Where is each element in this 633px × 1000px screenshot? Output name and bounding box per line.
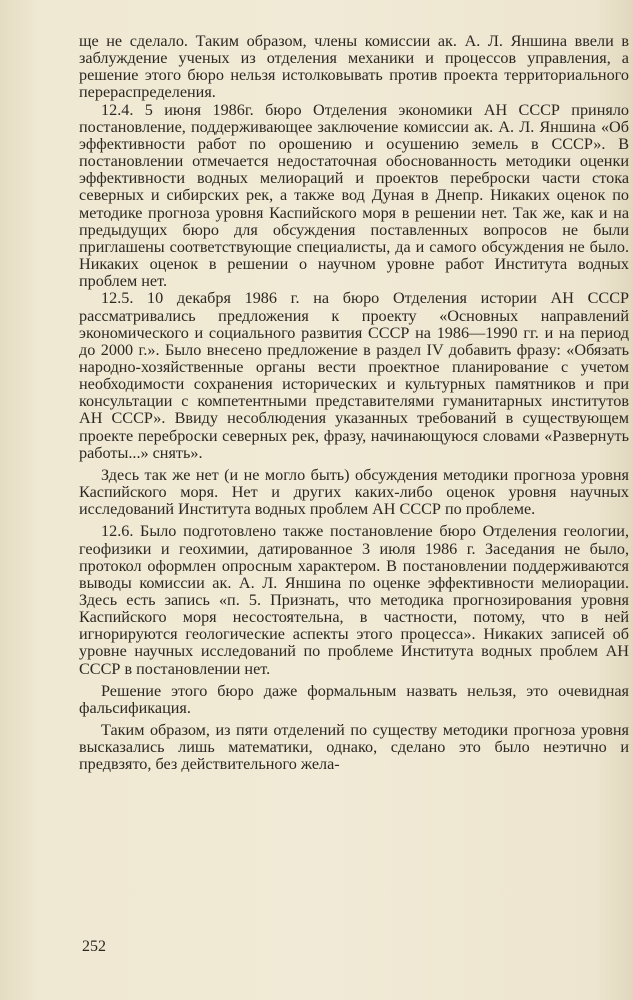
paragraph-12-5: 12.5. 10 декабря 1986 г. на бюро Отделения истории АН СССР рассматривались предложения к проекту «Основных направлений экономического и социального развития СССР на 1986—1990 гг. и на период до 2000 г.». Было внесено предложение в раздел IV добавить фразу: «Обязать народно-хозяйственные органы вести проектное планирование с учетом необходимости сохранения исторических и культурных памятников и при консультации с компетентными представителями гуманитарных институтов АН СССР». Ввиду несоблюдения указанных требований в существующем проекте переброски северных рек, фразу, начинающуюся словами «Развернуть работы...» снять». xyxy=(79,289,629,462)
paragraph-12-6: 12.6. Было подготовлено также постановление бюро Отделения геологии, геофизики и геохимии, датированное 3 июля 1986 г. Заседания не было, протокол оформлен опросным характером. В постановлении поддерживаются выводы комиссии ак. А. Л. Яншина по оценке эффективности мелиорации. Здесь есть запись «п. 5. Признать, что методика прогнозирования уровня Каспийского моря несостоятельна, в частности, потому, что в ней игнорируются геологические аспекты этого процесса». Никаких записей об уровне научных исследований по проблеме Института водных проблем АН СССР в постановлении нет. xyxy=(79,522,629,678)
paragraph-12-4: 12.4. 5 июня 1986г. бюро Отделения экономики АН СССР приняло постановление, поддерживающее заключение комиссии ак. А. Л. Яншина «Об эффективности работ по орошению и осушению земель в СССР». В постановлении отмечается недостаточная обоснованность методики оценки эффективности водных мелиораций и проектов переброски части стока северных и сибирских рек, а также вод Дуная в Днепр. Никаких оценок по методике прогноза уровня Каспийского моря в решении нет. Так же, как и на предыдущих бюро для обсуждения поставленных вопросов не были приглашены соответствующие специалисты, да и самого обсуждения не было. Никаких оценок в решении о научном уровне работ Института водных проблем нет. xyxy=(79,100,629,291)
body-text xyxy=(79,33,629,774)
paragraph-no-discussion: Здесь так же нет (и не могло быть) обсуждения методики прогноза уровня Каспийского моря. Нет и других каких-либо оценок уровня научных исследований Института водных проблем АН СССР по проблеме. xyxy=(79,465,629,519)
paragraph-conclusion: Таким образом, из пяти отделений по существу методики прогноза уровня высказались лишь математики, однако, сделано это было неэтично и предвзято, без действительного жела- xyxy=(79,721,629,774)
page-number: 252 xyxy=(82,938,106,955)
paragraph-continuation: ще не сделало. Таким образом, члены комиссии ак. А. Л. Яншина ввели в заблуждение ученых из отделения механики и процессов управления, а решение этого бюро нельзя истолковывать против проекта территориального перераспределения. xyxy=(79,32,629,102)
paragraph-falsification: Решение этого бюро даже формальным назвать нельзя, это очевидная фальсификация. xyxy=(79,681,629,717)
